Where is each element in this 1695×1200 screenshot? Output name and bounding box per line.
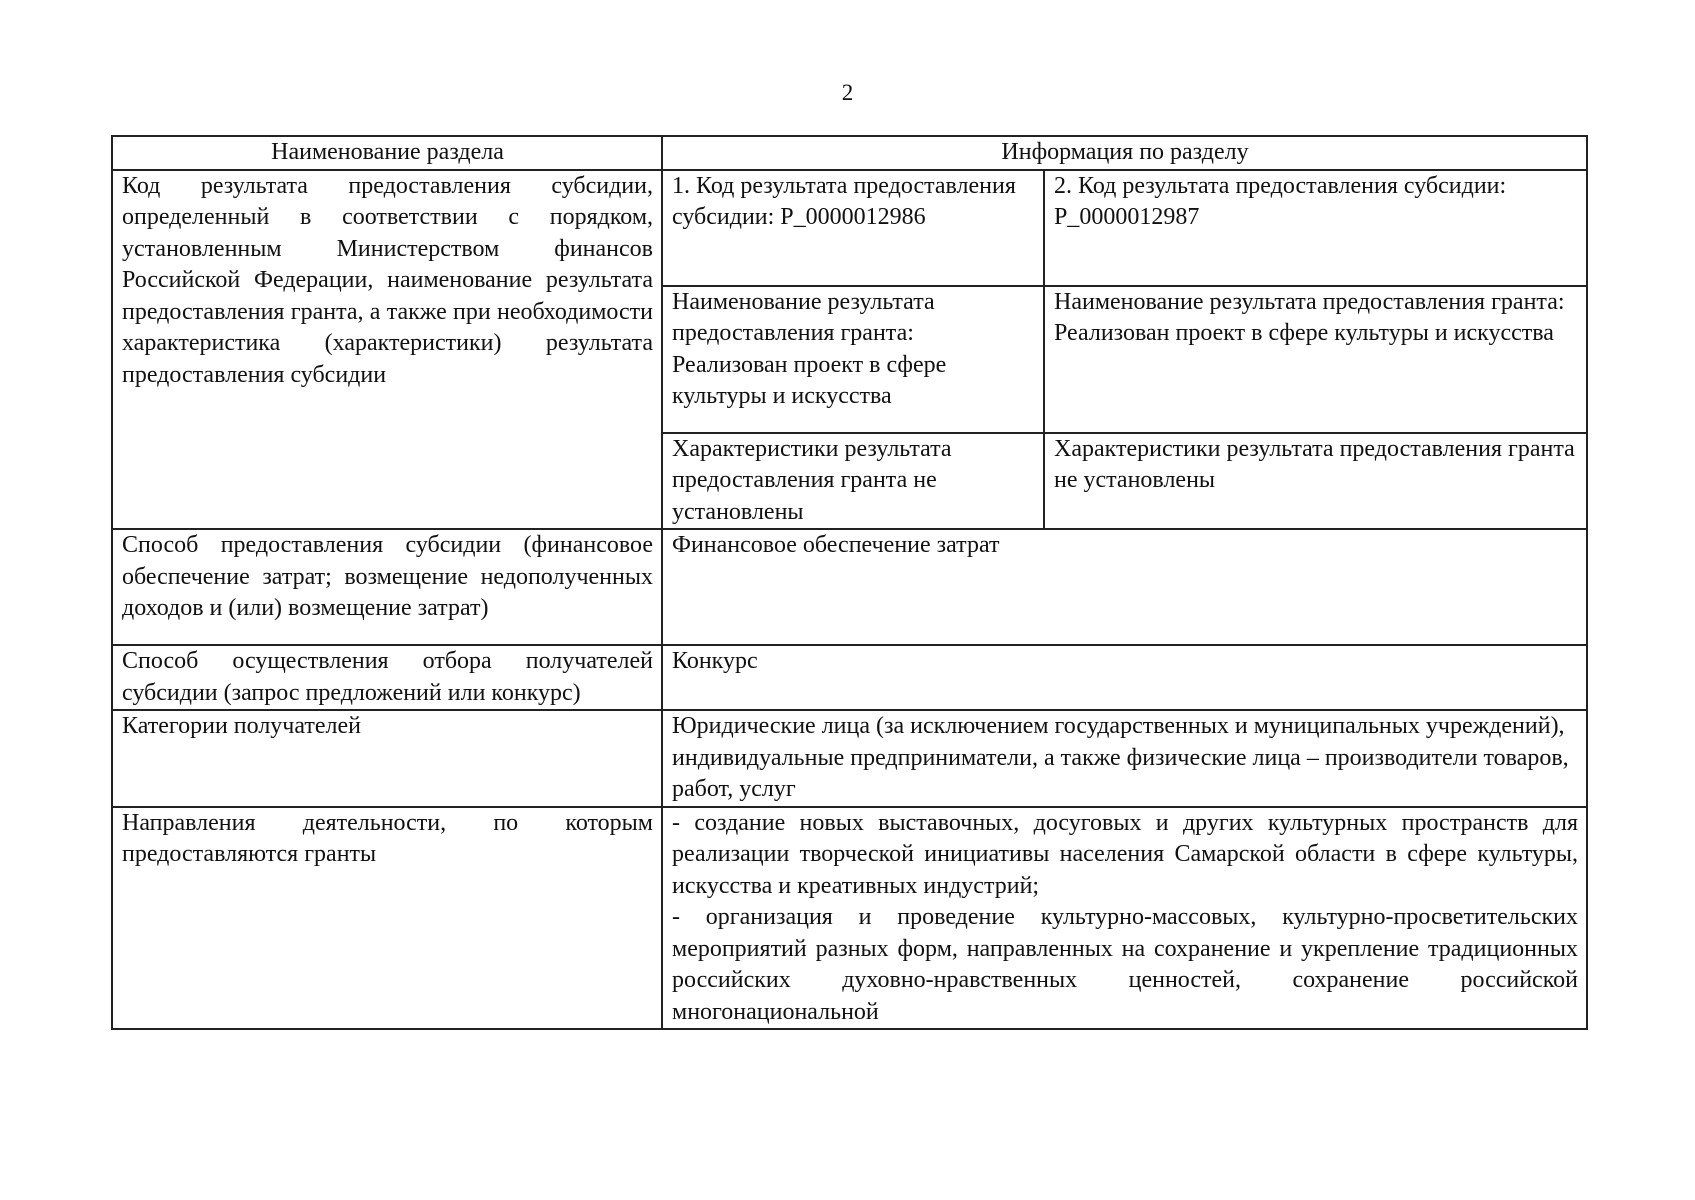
result-code-2: 2. Код результата предоставления субсидии: Р_0000012987 [1044,170,1587,286]
header-section-name: Наименование раздела [112,136,662,170]
result-char-2: Характеристики результата предоставления гранта не установлены [1044,433,1587,530]
result-name-2: Наименование результата предоставления гранта: Реализован проект в сфере культуры и искусства [1044,286,1587,433]
direction-item-2: - организация и проведение культурно-массовых, культурно-просветительских мероприятий разных форм, направленных на сохранение и укрепление традиционных российских духовно-нравственных ценностей, сохранение российской многонациональной [672,904,1578,1025]
table-row [112,170,1587,286]
method-value: Финансовое обеспечение затрат [662,529,1587,645]
direction-item-1: - создание новых выставочных, досуговых и других культурных пространств для реализации творческой инициативы населения Самарской области в сфере культуры, искусства и креативных индустрий; [672,809,1578,899]
categories-label: Категории получателей [112,710,662,807]
directions-label: Направления деятельности, по которым предоставляются гранты [112,807,662,1030]
directions-value [662,807,1587,1030]
table-row [112,807,1587,1030]
header-section-info: Информация по разделу [662,136,1587,170]
table-row [112,710,1587,807]
selection-value: Конкурс [662,645,1587,710]
selection-label: Способ осуществления отбора получателей субсидии (запрос предложений или конкурс) [112,645,662,710]
result-name-1: Наименование результата предоставления гранта: Реализован проект в сфере культуры и искусства [662,286,1044,433]
result-code-1: 1. Код результата предоставления субсидии: Р_0000012986 [662,170,1044,286]
table-header-row [112,136,1587,170]
result-code-label: Код результата предоставления субсидии, определенный в соответствии с порядком, установленным Министерством финансов Российской Федерации, наименование результата предоставления гранта, а также при необходимости характеристика (характеристики) результата предоставления субсидии [112,170,662,530]
categories-value: Юридические лица (за исключением государственных и муниципальных учреждений), индивидуальные предприниматели, а также физические лица – производители товаров, работ, услуг [662,710,1587,807]
section-info-table [111,135,1588,1030]
table-row [112,529,1587,645]
table-row [112,645,1587,710]
result-char-1: Характеристики результата предоставления гранта не установлены [662,433,1044,530]
method-label: Способ предоставления субсидии (финансовое обеспечение затрат; возмещение недополученных доходов и (или) возмещение затрат) [112,529,662,645]
page-number: 2 [841,80,854,105]
